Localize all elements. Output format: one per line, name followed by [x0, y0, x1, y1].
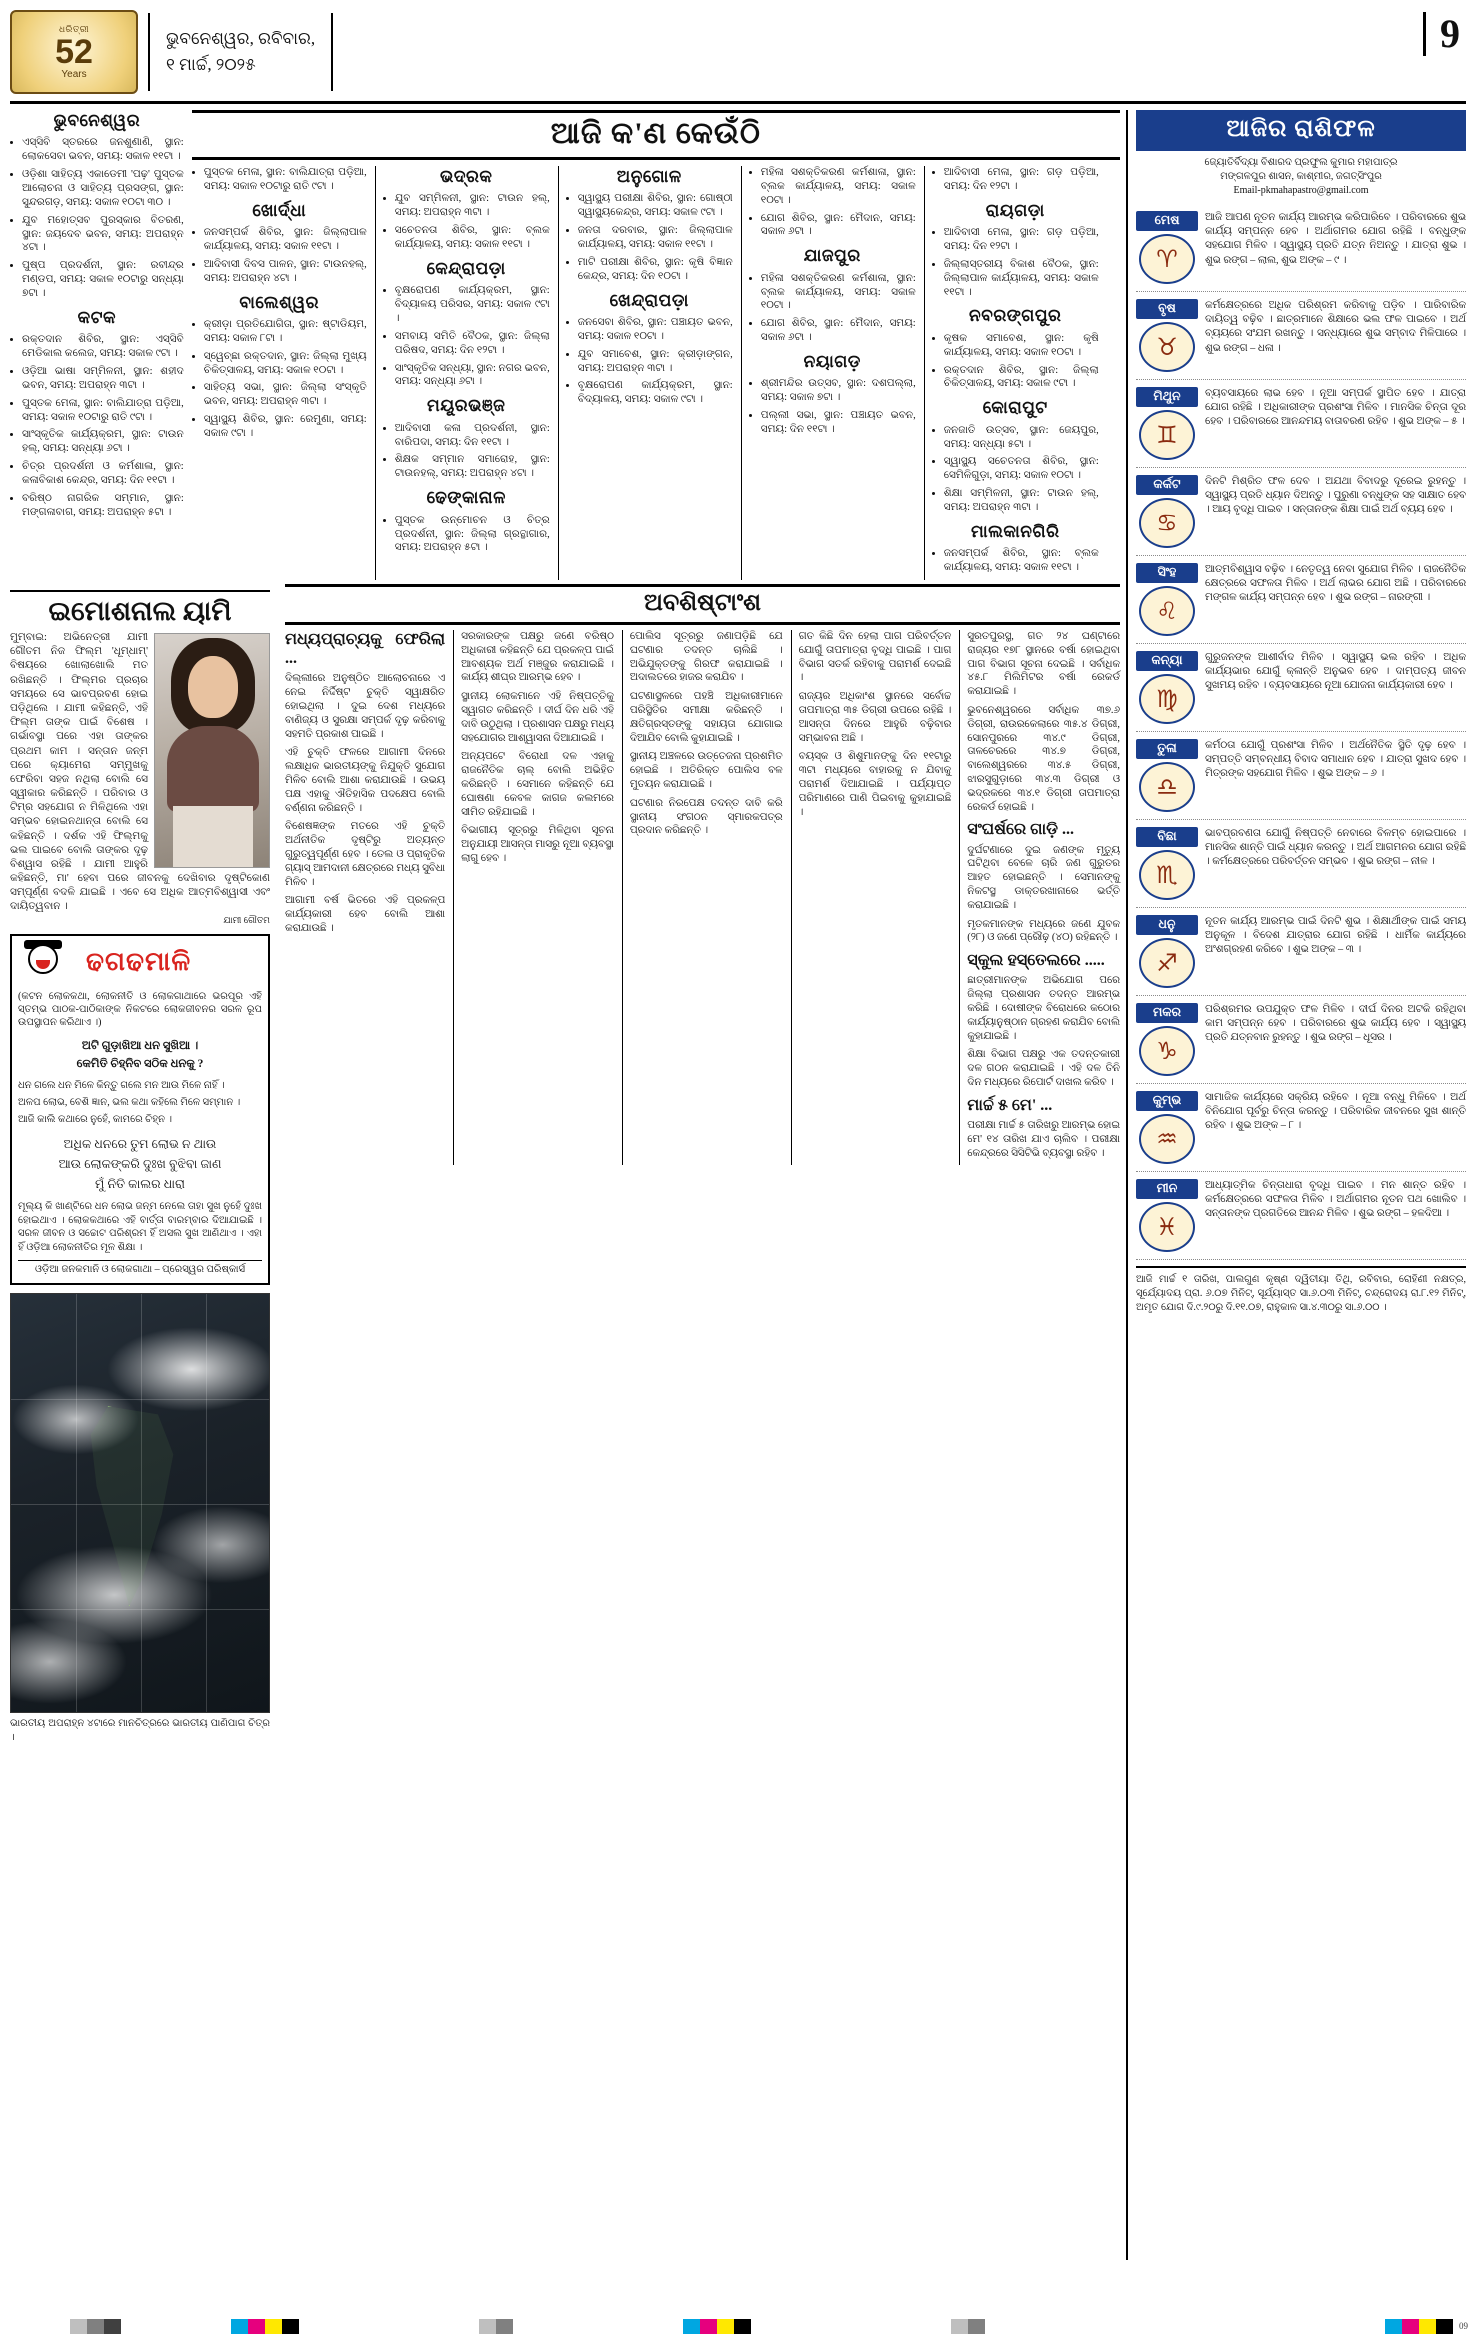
event-item: • ଜନସମ୍ପର୍କ ଶିବିର, ସ୍ଥାନ: ଜିଲ୍ଲାପାଳ କାର୍ଯ୍ୟାଳୟ, ସମୟ: ସକାଳ ୧୧ଟା ।: [204, 226, 367, 254]
feature-title: ଇମୋଶନାଲ ୟାମି: [48, 596, 232, 627]
news-paragraph: ଦିଲ୍ଲୀରେ ଅନୁଷ୍ଠିତ ଆଲୋଚନାରେ ଏ ନେଇ ନିର୍ଦ୍ଦିଷ୍ଟ ଚୁକ୍ତି ସ୍ୱାକ୍ଷରିତ ହୋଇଥିଲା । ଦୁଇ ଦେଶ ମଧ୍ୟରେ ବାଣିଜ୍ୟ ଓ ସୁରକ୍ଷା ସମ୍ପର୍କ ଦୃଢ଼ କରିବାକୁ ସହମତି ପ୍ରକାଶ ପାଇଛି ।: [285, 673, 446, 740]
event-item: • ସ୍ୱାସ୍ଥ୍ୟ ପରୀକ୍ଷା ଶିବିର, ସ୍ଥାନ: ଗୋଷ୍ଠୀ ସ୍ୱାସ୍ଥ୍ୟକେନ୍ଦ୍ର, ସମୟ: ସକାଳ ୯ଟା ।: [578, 192, 733, 220]
horoscope-row: [1136, 556, 1466, 644]
scorpio-icon: ♏: [1139, 850, 1195, 900]
print-registration-bar: [0, 2313, 1476, 2339]
news-heading: ମଧ୍ୟପ୍ରାଚ୍ୟକୁ ଫେରିଲା ...: [285, 631, 446, 668]
event-item: • ସାହିତ୍ୟ ସଭା, ସ୍ଥାନ: ଜିଲ୍ଲା ସଂସ୍କୃତି ଭବନ, ସମୟ: ଅପରାହ୍ନ ୩ଟା ।: [204, 381, 367, 409]
city-events-list: [932, 332, 1099, 391]
event-item: • କୃଷକ ସମାବେଶ, ସ୍ଥାନ: କୃଷି କାର୍ଯ୍ୟାଳୟ, ସମୟ: ସକାଳ ୧୦ଟା ।: [944, 332, 1099, 360]
news-heading: ମାର୍ଚ୍ଚ ୫ ମେ' ...: [967, 1096, 1053, 1114]
astrologer-name: ଜ୍ୟୋତିର୍ବିଦ୍ୟା ବିଶାରଦ ପ୍ରଫୁଲ କୁମାର ମହାପାତ୍ର: [1204, 157, 1398, 168]
cartoon-question-block: [18, 1037, 262, 1074]
city-events-list: [383, 514, 550, 556]
cartoon-column: [10, 934, 270, 1286]
event-item: • ଆଦିବାସୀ ଦିବସ ପାଳନ, ସ୍ଥାନ: ଟାଉନହଲ୍‌, ସମୟ: ଅପରାହ୍ନ ୪ଟା ।: [204, 258, 367, 286]
city-events-list: [932, 226, 1099, 299]
news-column-5: [959, 630, 1120, 1165]
color-swatch: [1419, 2319, 1436, 2334]
horoscope-row: [1136, 292, 1466, 380]
event-item: • ରକ୍ତଦାନ ଶିବିର, ସ୍ଥାନ: ଜିଲ୍ଲା ଚିକିତ୍ସାଳୟ, ସମୟ: ସକାଳ ୯ଟା ।: [944, 364, 1099, 392]
news-paragraph: ରାଜ୍ୟର ଅଧିକାଂଶ ସ୍ଥାନରେ ସର୍ବୋଚ୍ଚ ତାପମାତ୍ରା ୩୫ ଡିଗ୍ରୀ ଉପରେ ରହିଛି । ଆସନ୍ତା ଦିନରେ ଆହୁରି ବଢ଼ିବାର ସମ୍ଭାବନା ଅଛି ।: [798, 691, 952, 744]
satellite-caption: ଭାରତୀୟ ଅପରାହ୍ନ ୪ଟାରେ ମାନଚିତ୍ରରେ ଭାରତୀୟ ପାଣିପାଗ ଚିତ୍ର ।: [10, 1718, 270, 1743]
event-item: • ଓଡ଼ିଆ ଭାଷା ସମ୍ମିଳନୀ, ସ୍ଥାନ: ଶହୀଦ ଭବନ, ସମୟ: ଅପରାହ୍ନ ୩ଟା ।: [22, 365, 184, 393]
event-item: • ସାଂସ୍କୃତିକ ସନ୍ଧ୍ୟା, ସ୍ଥାନ: ନଗର ଭବନ, ସମୟ: ସନ୍ଧ୍ୟା ୬ଟା ।: [395, 362, 550, 390]
city-heading: କଟକ: [77, 307, 117, 327]
horoscope-row: [1136, 468, 1466, 556]
zodiac-name: ବୃଷ: [1136, 299, 1198, 319]
color-swatch: [104, 2319, 121, 2334]
cartoon-head-shape: [28, 944, 58, 974]
horoscope-row: [1136, 1084, 1466, 1172]
zodiac-badge: [1136, 387, 1198, 460]
event-item: • ମହିଳା ସଶକ୍ତିକରଣ କର୍ମଶାଳା, ସ୍ଥାନ: ବ୍ଲକ କାର୍ଯ୍ୟାଳୟ, ସମୟ: ସକାଳ ୧୦ଟା ।: [761, 272, 916, 314]
news-paragraph: ବିଭାଗୀୟ ସୂତ୍ରରୁ ମିଳିଥିବା ସୂଚନା ଅନୁଯାୟୀ ଆସନ୍ତା ମାସରୁ ନୂଆ ବ୍ୟବସ୍ଥା ଲାଗୁ ହେବ ।: [461, 825, 614, 865]
horoscope-row: [1136, 996, 1466, 1084]
zodiac-name: ସିଂହ: [1136, 563, 1198, 583]
color-swatch: [951, 2319, 968, 2334]
section-banner-title: ଆଜି କ'ଣ କେଉଁଠି: [192, 110, 1120, 160]
swatch-group: [951, 2319, 985, 2334]
color-swatch: [700, 2319, 717, 2334]
news-paragraph: ଆଗାମୀ ବର୍ଷ ଭିତରେ ଏହି ପ୍ରକଳ୍ପ କାର୍ଯ୍ୟକାରୀ ହେବ ବୋଲି ଆଶା କରାଯାଉଛି ।: [285, 895, 446, 934]
event-item: • ଆଦିବାସୀ କଳା ପ୍ରଦର୍ଶନୀ, ସ୍ଥାନ: ବାରିପଦା, ସମୟ: ଦିନ ୧୧ଟା ।: [395, 422, 550, 450]
news-paragraph: ଦୁର୍ଘଟଣାରେ ଦୁଇ ଜଣଙ୍କ ମୃତ୍ୟୁ ଘଟିଥିବା ବେଳେ ଚାରି ଜଣ ଗୁରୁତର ଆହତ ହୋଇଛନ୍ତି । ସେମାନଙ୍କୁ ନିକଟସ୍ଥ ଡାକ୍ତରଖାନାରେ ଭର୍ତ୍ତି କରାଯାଇଛି ।: [967, 844, 1120, 911]
zodiac-prediction: ଆଧ୍ୟାତ୍ମିକ ଚିନ୍ତାଧାରା ବୃଦ୍ଧି ପାଇବ । ମନ ଶାନ୍ତ ରହିବ । କର୍ମକ୍ଷେତ୍ରରେ ସଫଳତା ମିଳିବ । ଅର୍ଥାଗମର ନୂତନ ପଥ ଖୋଲିବ । ସନ୍ତାନଙ୍କ ପ୍ରଗତିରେ ଆନନ୍ଦ ମିଳିବ । ଶୁଭ ରଙ୍ଗ – ହଳଦିଆ ।: [1205, 1180, 1466, 1220]
zodiac-name: କର୍କଟ: [1136, 475, 1198, 495]
zodiac-prediction: ଭାବପ୍ରବଣତା ଯୋଗୁଁ ନିଷ୍ପତ୍ତି ନେବାରେ ବିଳମ୍ବ ହୋଇପାରେ । ମାନସିକ ଶାନ୍ତି ପାଇଁ ଧ୍ୟାନ କରନ୍ତୁ । ଅର୍ଥ ଆଗମନର ଯୋଗ ରହିଛି । କର୍ମକ୍ଷେତ୍ରରେ ପରିବର୍ତ୍ତନ ସମ୍ଭବ । ଶୁଭ ରଙ୍ଗ – ନୀଳ ।: [1205, 828, 1466, 868]
zodiac-prediction: ସାମାଜିକ କାର୍ଯ୍ୟରେ ସକ୍ରିୟ ରହିବେ । ନୂଆ ବନ୍ଧୁ ମିଳିବେ । ଅର୍ଥ ବିନିଯୋଗ ପୂର୍ବରୁ ଚିନ୍ତା କରନ୍ତୁ । ପରିବାରିକ ଜୀବନରେ ସୁଖ ଶାନ୍ତି ରହିବ । ଶୁଭ ଅଙ୍କ – ୮ ।: [1205, 1092, 1466, 1132]
event-item: • ଶିକ୍ଷା ସମ୍ମିଳନୀ, ସ୍ଥାନ: ଟାଉନ ହଲ୍‌, ସମୟ: ଅପରାହ୍ନ ୩ଟା ।: [944, 487, 1099, 515]
zodiac-prediction: କର୍ମକ୍ଷେତ୍ରରେ ଅଧିକ ପରିଶ୍ରମ କରିବାକୁ ପଡ଼ିବ । ପାରିବାରିକ ଦାୟିତ୍ୱ ବଢ଼ିବ । ଛାତ୍ରମାନେ ଶିକ୍ଷାରେ ଭଲ ଫଳ ପାଇବେ । ଅର୍ଥ ବ୍ୟୟରେ ସଂଯମ ରଖନ୍ତୁ । ସନ୍ଧ୍ୟାରେ ଶୁଭ ସମ୍ବାଦ ମିଳିପାରେ । ଶୁଭ ରଙ୍ଗ – ଧଳା ।: [1205, 300, 1466, 354]
zodiac-prediction: ଆତ୍ମବିଶ୍ୱାସ ବଢ଼ିବ । ନେତୃତ୍ୱ ନେବା ସୁଯୋଗ ମିଳିବ । ରାଜନୈତିକ କ୍ଷେତ୍ରରେ ସଫଳତା ମିଳିବ । ଅର୍ଥ ଲାଭର ଯୋଗ ଅଛି । ପରିବାରରେ ମଙ୍ଗଳ କାର୍ଯ୍ୟ ସମ୍ପନ୍ନ ହେବ । ଶୁଭ ରଙ୍ଗ – ନାରଙ୍ଗୀ ।: [1205, 564, 1466, 604]
event-item: • ଯୋଗ ଶିବିର, ସ୍ଥାନ: ମୈଦାନ, ସମୟ: ସକାଳ ୬ଟା ।: [761, 317, 916, 345]
feature-article: [10, 590, 270, 925]
logo-top-text: ଧରିତ୍ରୀ: [58, 23, 90, 34]
grid-line: [11, 1609, 269, 1610]
city-events-list: [749, 166, 916, 239]
city-heading: ଭୁବନେଶ୍ୱର: [53, 111, 141, 130]
zodiac-prediction: ଦିନଟି ମିଶ୍ରିତ ଫଳ ଦେବ । ଅଯଥା ବିବାଦରୁ ଦୂରେଇ ରୁହନ୍ତୁ । ସ୍ୱାସ୍ଥ୍ୟ ପ୍ରତି ଧ୍ୟାନ ଦିଅନ୍ତୁ । ପୁରୁଣା ବନ୍ଧୁଙ୍କ ସହ ସାକ୍ଷାତ ହେବ । ଆୟ ବୃଦ୍ଧି ପାଇବ । ସନ୍ତାନଙ୍କ ଶିକ୍ଷା ପାଇଁ ଅର୍ଥ ବ୍ୟୟ ହେବ ।: [1205, 476, 1466, 516]
poem-line: ମୁଁ ନିତି କାଲର ଧାରା: [95, 1177, 185, 1192]
city-events-list: [10, 333, 184, 519]
city-heading: ନୟାଗଡ଼: [803, 352, 861, 372]
taurus-icon: ♉: [1139, 322, 1195, 372]
zodiac-badge: [1136, 827, 1198, 900]
cancer-icon: ♋: [1139, 498, 1195, 548]
color-swatch: [968, 2319, 985, 2334]
city-events-list: [932, 166, 1099, 194]
city-heading: ଅନୁଗୋଳ: [616, 167, 682, 186]
event-item: • ଓଡ଼ିଶା ସାହିତ୍ୟ ଏକାଡେମୀ 'ପଢ଼' ପୁସ୍ତକ ଆଲୋଚନା ଓ ସାହିତ୍ୟ ପ୍ରସଙ୍ଗ, ସ୍ଥାନ: ସୁନ୍ଦରଗଡ଼, ସମୟ: ସକାଳ ୧୦ଟା ୩୦ ।: [22, 168, 184, 210]
news-paragraph: ସ୍ଥାନୀୟ ଲୋକମାନେ ଏହି ନିଷ୍ପତ୍ତିକୁ ସ୍ୱାଗତ କରିଛନ୍ତି । ଦୀର୍ଘ ଦିନ ଧରି ଏହି ଦାବି ଉଠୁଥିଲା । ପ୍ରଶାସନ ପକ୍ଷରୁ ମଧ୍ୟ ସହଯୋଗର ଆଶ୍ୱାସନା ଦିଆଯାଇଛି ।: [461, 691, 614, 744]
color-swatch: [282, 2319, 299, 2334]
news-heading: ସ୍କୁଲ ହସ୍ତେଲରେ .....: [967, 952, 1105, 970]
astrologer-email[interactable]: Email-pkmahapastro@gmail.com: [1233, 185, 1369, 196]
event-item: • ବୃକ୍ଷରୋପଣ କାର୍ଯ୍ୟକ୍ରମ, ସ୍ଥାନ: ବିଦ୍ୟାଳୟ, ସମୟ: ସକାଳ ୯ଟା ।: [578, 379, 733, 407]
event-item: • ପୁସ୍ତକ ମେଳା, ସ୍ଥାନ: ବାଲିଯାତ୍ରା ପଡ଼ିଆ, ସମୟ: ସକାଳ ୧୦ଟାରୁ ରାତି ୯ଟା ।: [22, 397, 184, 425]
aji-kan-keunthi-section: [192, 110, 1120, 580]
listings-column-1: [10, 110, 184, 580]
news-paragraph: ବିଶେଷଜ୍ଞଙ୍କ ମତରେ ଏହି ଚୁକ୍ତି ଅର୍ଥନୀତିକ ଦୃଷ୍ଟିରୁ ଅତ୍ୟନ୍ତ ଗୁରୁତ୍ୱପୂର୍ଣ୍ଣ ହେବ । ତେଲ ଓ ପ୍ରାକୃତିକ ଗ୍ୟାସ୍‌ ଆମଦାନୀ କ୍ଷେତ୍ରରେ ମଧ୍ୟ ସୁବିଧା ମିଳିବ ।: [285, 821, 446, 888]
zodiac-name: କନ୍ୟା: [1136, 651, 1198, 671]
zodiac-badge: [1136, 1003, 1198, 1076]
event-item: • ଆଦିବାସୀ ମେଳା, ସ୍ଥାନ: ଗଡ଼ ପଡ଼ିଆ, ସମୟ: ଦିନ ୧୨ଟା ।: [944, 166, 1099, 194]
event-item: • ବୃକ୍ଷରୋପଣ କାର୍ଯ୍ୟକ୍ରମ, ସ୍ଥାନ: ବିଦ୍ୟାଳୟ ପରିସର, ସମୟ: ସକାଳ ୯ଟା ।: [395, 284, 550, 326]
listings-columns: [192, 166, 1120, 580]
virgo-icon: ♍: [1139, 674, 1195, 724]
zodiac-prediction: ନୂତନ କାର୍ଯ୍ୟ ଆରମ୍ଭ ପାଇଁ ଦିନଟି ଶୁଭ । ଶିକ୍ଷାର୍ଥୀଙ୍କ ପାଇଁ ସମୟ ଅନୁକୂଳ । ବିଦେଶ ଯାତ୍ରାର ଯୋଗ ରହିଛି । ଧାର୍ମିକ କାର୍ଯ୍ୟରେ ଅଂଶଗ୍ରହଣ କରିବେ । ଶୁଭ ଅଙ୍କ – ୩ ।: [1205, 916, 1466, 956]
footer-page-mark: 09: [1459, 2321, 1468, 2331]
page-body: [10, 110, 1466, 2260]
event-item: • ପୁସ୍ତକ ଉନ୍ମୋଚନ ଓ ଚିତ୍ର ପ୍ରଦର୍ଶନୀ, ସ୍ଥାନ: ଜିଲ୍ଲା ଗ୍ରନ୍ଥାଗାର, ସମୟ: ଅପରାହ୍ନ ୫ଟା ।: [395, 514, 550, 556]
satellite-figure: [10, 1293, 270, 1744]
event-item: • ବରିଷ୍ଠ ନାଗରିକ ସମ୍ମାନ, ସ୍ଥାନ: ମଙ୍ଗଳାବାଗ, ସମୟ: ଅପରାହ୍ନ ୫ଟା ।: [22, 492, 184, 520]
cartoon-credit: ଓଡ଼ିଆ ଜନକମାନି ଓ ଲୋକଗାଥା – ପ୍ରେସ୍ୱର ପରିଷ୍କାର୍ସ: [18, 1260, 262, 1275]
remaining-news-section: [285, 584, 1120, 1744]
cartoon-poem: [18, 1134, 262, 1194]
event-item: • ଯୁବ ମହୋତ୍ସବ ପୁରସ୍କାର ବିତରଣ, ସ୍ଥାନ: ଜୟଦେବ ଭବନ, ସମୟ: ଅପରାହ୍ନ ୪ଟା ।: [22, 214, 184, 256]
swatch-group: [70, 2319, 121, 2334]
dateline-place: ଭୁବନେଶ୍ୱର, ରବିବାର,: [166, 29, 316, 48]
city-heading: ନବରଙ୍ଗପୁର: [969, 306, 1062, 326]
zodiac-badge: [1136, 299, 1198, 372]
zodiac-badge: [1136, 739, 1198, 812]
horoscope-section: [1126, 110, 1466, 2260]
news-paragraph: ଏହି ଚୁକ୍ତି ଫଳରେ ଆଗାମୀ ଦିନରେ ଲକ୍ଷାଧିକ ଭାରତୀୟଙ୍କୁ ନିଯୁକ୍ତି ସୁଯୋଗ ମିଳିବ ବୋଲି ଆଶା କରାଯାଉଛି । ଉଭୟ ପକ୍ଷ ଏହାକୁ ଐତିହାସିକ ପଦକ୍ଷେପ ବୋଲି ବର୍ଣ୍ଣନା କରିଛନ୍ତି ।: [285, 747, 446, 814]
news-paragraph: ଭୁବନେଶ୍ୱରରେ ସର୍ବାଧିକ ୩୭.୬ ଡିଗ୍ରୀ, ରାଉରକେଲାରେ ୩୫.୪ ଡିଗ୍ରୀ, ସୋନପୁରରେ ୩୪.୯ ଡିଗ୍ରୀ, ତାଳଚେରରେ ୩୪.୭ ଡିଗ୍ରୀ, ବାଲେଶ୍ୱରରେ ୩୪.୫ ଡିଗ୍ରୀ, ଝାରସୁଗୁଡ଼ାରେ ୩୪.୩ ଡିଗ୍ରୀ ଓ ଭଦ୍ରକରେ ୩୪.୧ ଡିଗ୍ରୀ ତାପମାତ୍ରା ରେକର୍ଡ ହୋଇଛି ।: [967, 705, 1120, 813]
event-item: • ପୁସ୍ତକ ମେଳା, ସ୍ଥାନ: ବାଲିଯାତ୍ରା ପଡ଼ିଆ, ସମୟ: ସକାଳ ୧୦ଟାରୁ ରାତି ୯ଟା ।: [204, 166, 367, 194]
news-heading: ସଂଘର୍ଷରେ ଗାଡ଼ି ...: [967, 821, 1074, 839]
news-column-1: [285, 630, 445, 1165]
masthead: [10, 8, 1466, 104]
color-swatch: [1385, 2319, 1402, 2334]
city-heading: ମାଲକାନଗିରି: [970, 521, 1060, 541]
satellite-image: [10, 1293, 270, 1713]
zodiac-prediction: କର୍ମଠତା ଯୋଗୁଁ ପ୍ରଶଂସା ମିଳିବ । ଅର୍ଥନୈତିକ ସ୍ଥିତି ଦୃଢ଼ ହେବ । ସମ୍ପତ୍ତି ସମ୍ବନ୍ଧୀୟ ବିବାଦ ସମାଧାନ ହେବ । ଯାତ୍ରା ସୁଖଦ ହେବ । ମିତ୍ରଙ୍କ ସହଯୋଗ ମିଳିବ । ଶୁଭ ଅଙ୍କ – ୬ ।: [1205, 740, 1466, 780]
photo-caption: ଯାମୀ ଗୌତମ: [223, 914, 270, 925]
color-swatch: [496, 2319, 513, 2334]
horoscope-row: [1136, 644, 1466, 732]
horoscope-row: [1136, 380, 1466, 468]
celebrity-photo: [154, 633, 270, 868]
zodiac-prediction: ଆଜି ଆପଣ ନୂତନ କାର୍ଯ୍ୟ ଆରମ୍ଭ କରିପାରିବେ । ପରିବାରରେ ଶୁଭ କାର୍ଯ୍ୟ ସମ୍ପନ୍ନ ହେବ । ଅର୍ଥାଗମର ଯୋଗ ରହିଛି । ବନ୍ଧୁଙ୍କ ସହଯୋଗ ମିଳିବ । ସ୍ୱାସ୍ଥ୍ୟ ପ୍ରତି ଯତ୍ନ ନିଅନ୍ତୁ । ଯାତ୍ରା ଶୁଭ । ଶୁଭ ରଙ୍ଗ – ଲାଲ, ଶୁଭ ଅଙ୍କ – ୯ ।: [1205, 212, 1466, 266]
event-item: • ଆଦିବାସୀ ମେଳା, ସ୍ଥାନ: ଗଡ଼ ପଡ଼ିଆ, ସମୟ: ଦିନ ୧୨ଟା ।: [944, 226, 1099, 254]
news-paragraph: ଶିକ୍ଷା ବିଭାଗ ପକ୍ଷରୁ ଏକ ତଦନ୍ତକାରୀ ଦଳ ଗଠନ କରାଯାଇଛି । ଏହି ଦଳ ତିନି ଦିନ ମଧ୍ୟରେ ରିପୋର୍ଟ ଦାଖଲ କରିବ ।: [967, 1049, 1120, 1088]
astrologer-address: ମଙ୍ଗଳପୁର ଶାସନ, କାଶ୍ମୀର, ଜଗତ୍‌ସିଂପୁର: [1220, 171, 1382, 182]
india-outline: [85, 1406, 181, 1606]
city-heading: ମୟୂରଭଞ୍ଜ: [427, 396, 506, 416]
city-events-list: [749, 272, 916, 345]
event-item: • କ୍ରୀଡ଼ା ପ୍ରତିଯୋଗିତା, ସ୍ଥାନ: ଷ୍ଟାଡିୟମ, ସମୟ: ସକାଳ ୮ଟା ।: [204, 318, 367, 346]
news-paragraph: ପୋଲିସ ସୂତ୍ରରୁ ଜଣାପଡ଼ିଛି ଯେ ଘଟଣାର ତଦନ୍ତ ଚାଲିଛି । ଅଭିଯୁକ୍ତଙ୍କୁ ଗିରଫ କରାଯାଇଛି । ଅଦାଲତରେ ହାଜର କରାଯିବ ।: [629, 631, 783, 684]
zodiac-name: ଧନୁ: [1136, 915, 1198, 935]
sagittarius-icon: ♐: [1139, 938, 1195, 988]
logo-years-label: Years: [61, 68, 87, 80]
event-item: • ପୁଷ୍ପ ପ୍ରଦର୍ଶନୀ, ସ୍ଥାନ: ରବୀନ୍ଦ୍ର ମଣ୍ଡପ, ସମୟ: ସକାଳ ୧୦ଟାରୁ ସନ୍ଧ୍ୟା ୭ଟା ।: [22, 259, 184, 301]
feature-sidebar: [10, 584, 275, 1744]
city-heading: ଯାଜପୁର: [803, 246, 861, 266]
cartoon-question-2: କେମିତି ଚିହ୍ନିବ ସଠିକ ଧନକୁ ?: [76, 1057, 204, 1070]
color-swatch: [717, 2319, 734, 2334]
news-paragraph: ଛାତ୍ରୀମାନଙ୍କ ଅଭିଯୋଗ ପରେ ଜିଲ୍ଲା ପ୍ରଶାସନ ତଦନ୍ତ ଆରମ୍ଭ କରିଛି । ଦୋଷୀଙ୍କ ବିରୋଧରେ କଠୋର କାର୍ଯ୍ୟାନୁଷ୍ଠାନ ଗ୍ରହଣ କରାଯିବ ବୋଲି କୁହାଯାଇଛି ।: [967, 975, 1120, 1042]
color-swatch: [87, 2319, 104, 2334]
zodiac-prediction: ଗୁରୁଜନଙ୍କ ଆଶୀର୍ବାଦ ମିଳିବ । ସ୍ୱାସ୍ଥ୍ୟ ଭଲ ରହିବ । ଅଧିକ କାର୍ଯ୍ୟଭାର ଯୋଗୁଁ କ୍ଳାନ୍ତି ଅନୁଭବ ହେବ । ଦାମ୍ପତ୍ୟ ଜୀବନ ସୁଖମୟ ରହିବ । ବ୍ୟବସାୟରେ ନୂଆ ଯୋଜନା କାର୍ଯ୍ୟକାରୀ ହେବ ।: [1205, 652, 1466, 692]
aquarius-icon: ♒: [1139, 1114, 1195, 1164]
city-events-list: [383, 284, 550, 389]
event-item: • ଜିଲ୍ଲାସ୍ତରୀୟ ବିକାଶ ବୈଠକ, ସ୍ଥାନ: ଜିଲ୍ଲାପାଳ କାର୍ଯ୍ୟାଳୟ, ସମୟ: ସକାଳ ୧୧ଟା ।: [944, 258, 1099, 300]
city-heading: ରାୟଗଡ଼ା: [985, 200, 1045, 220]
event-item: • ଜନତା ଦରବାର, ସ୍ଥାନ: ଜିଲ୍ଲାପାଳ କାର୍ଯ୍ୟାଳୟ, ସମୟ: ସକାଳ ୧୧ଟା ।: [578, 224, 733, 252]
news-paragraph: ଘଟଣାସ୍ଥଳରେ ପହଞ୍ଚି ଅଧିକାରୀମାନେ ପରିସ୍ଥିତିର ସମୀକ୍ଷା କରିଛନ୍ତି । କ୍ଷତିଗ୍ରସ୍ତଙ୍କୁ ସହାୟତା ଯୋଗାଇ ଦିଆଯିବ ବୋଲି କୁହାଯାଇଛି ।: [629, 691, 783, 744]
horoscope-row: [1136, 204, 1466, 292]
city-events-list: [932, 424, 1099, 515]
dateline-date: ୧ ମାର୍ଚ୍ଚ, ୨୦୨୫: [166, 54, 256, 74]
swatch-group: [479, 2319, 513, 2334]
news-paragraph: ପରୀକ୍ଷା ମାର୍ଚ୍ଚ ୫ ତାରିଖରୁ ଆରମ୍ଭ ହୋଇ ମେ' ୧୪ ତାରିଖ ଯାଏ ଚାଲିବ । ପରୀକ୍ଷା କେନ୍ଦ୍ରରେ ସିସିଟିଭି ବ୍ୟବସ୍ଥା ରହିବ ।: [967, 1119, 1120, 1159]
event-item: • ସ୍ୱାସ୍ଥ୍ୟ ସଚେତନତା ଶିବିର, ସ୍ଥାନ: ସେମିଳିଗୁଡ଼ା, ସମୟ: ସକାଳ ୧୦ଟା ।: [944, 455, 1099, 483]
gemini-icon: ♊: [1139, 410, 1195, 460]
city-heading: କେନ୍ଦ୍ରାପଡ଼ା: [426, 258, 506, 278]
cartoon-header: [18, 940, 262, 986]
zodiac-name: କୁମ୍ଭ: [1136, 1091, 1198, 1111]
listings-column-5: [741, 166, 916, 580]
color-swatch: [683, 2319, 700, 2334]
news-paragraph: ସ୍ଥାନୀୟ ଅଞ୍ଚଳରେ ଉତ୍ତେଜନା ପ୍ରଶମିତ ହୋଇଛି । ଅତିରିକ୍ତ ପୋଲିସ ବଳ ମୁତୟନ କରାଯାଇଛି ।: [629, 751, 783, 791]
zodiac-name: ମୀନ: [1136, 1179, 1198, 1199]
zodiac-badge: [1136, 651, 1198, 724]
news-paragraph: ସୁରତପୁରସ୍ଥ, ଗତ ୨୪ ଘଣ୍ଟାରେ ରାଜ୍ୟର ୧୭୮ ସ୍ଥାନରେ ବର୍ଷା ହୋଇଥିବା ପାଗ ବିଭାଗ ସୂଚନା ଦେଇଛି । ସର୍ବାଧିକ ୪୫.୮ ମିଲିମିଟର ବର୍ଷା ରେକର୍ଡ କରାଯାଇଛି ।: [967, 631, 1120, 698]
swatch-group: [1385, 2319, 1453, 2334]
photo-body: [167, 726, 259, 812]
poem-line: ଆଉ ଲୋକଙ୍କରି ଦୁଃଖ ବୁଝିବା ଜାଣ: [58, 1157, 222, 1172]
event-item: • ଶ୍ରୀମନ୍ଦିର ଉତ୍ସବ, ସ୍ଥାନ: ଦଶପଲ୍ଲା, ସମୟ: ସକାଳ ୭ଟା ।: [761, 377, 916, 405]
event-item: • ଜନସେବା ଶିବିର, ସ୍ଥାନ: ପଞ୍ଚାୟତ ଭବନ, ସମୟ: ସକାଳ ୧୦ଟା ।: [578, 316, 733, 344]
horoscope-byline: [1136, 151, 1466, 204]
cartoon-footer-text: ମୂଲ୍ୟ କି ଖାଣ୍ଟିରେ ଧନ ଲୋଭ ଜନ୍ମ ନେଲେ ତାହା ସୁଖ ନୁହେଁ ଦୁଃଖ ହୋଇଥାଏ । ଲୋକକଥାରେ ଏହି ବାର୍ତ୍ତା ବାରମ୍ବାର ଦିଆଯାଇଛି । ସରଳ ଜୀବନ ଓ ସଚ୍ଚୋଟ ପରିଶ୍ରମ ହିଁ ଅସଲ ସୁଖ ଆଣିଥାଏ । ଏହା ହିଁ ଓଡ଼ିଆ ଲୋକନୀତିର ମୂଳ ଶିକ୍ଷା ।: [18, 1201, 262, 1253]
color-swatch: [265, 2319, 282, 2334]
city-heading: ଖେନ୍ଦ୍ରାପଡ଼ା: [609, 290, 689, 310]
horoscope-row: [1136, 908, 1466, 996]
event-item: • ସ୍ୱେଚ୍ଛା ରକ୍ତଦାନ, ସ୍ଥାନ: ଜିଲ୍ଲା ମୁଖ୍ୟ ଚିକିତ୍ସାଳୟ, ସମୟ: ସକାଳ ୧୦ଟା ।: [204, 350, 367, 378]
news-paragraph: ଅନ୍ୟପଟେ ବିରୋଧୀ ଦଳ ଏହାକୁ ରାଜନୈତିକ ଚାଲ୍‌ ବୋଲି ଅଭିହିତ କରିଛନ୍ତି । ସେମାନେ କହିଛନ୍ତି ଯେ ଘୋଷଣା କେବଳ କାଗଜ କଲମରେ ସୀମିତ ରହିଯାଇଛି ।: [461, 751, 614, 818]
news-paragraph: ସରକାରଙ୍କ ପକ୍ଷରୁ ଜଣେ ବରିଷ୍ଠ ଅଧିକାରୀ କହିଛନ୍ତି ଯେ ପ୍ରକଳ୍ପ ପାଇଁ ଆବଶ୍ୟକ ଅର୍ଥ ମଞ୍ଜୁର କରାଯାଇଛି । କାର୍ଯ୍ୟ ଶୀଘ୍ର ଆରମ୍ଭ ହେବ ।: [461, 631, 614, 684]
city-events-list: [192, 318, 367, 441]
city-events-list: [749, 377, 916, 436]
cartoon-intro: (କଟନ ଲୋକକଥା, ଲୋକନୀତି ଓ ଲୋକଗାଥାରେ ଭରପୂର ଏହି ସ୍ତମ୍ଭ ପାଠକ-ପାଠିକାଙ୍କ ନିକଟରେ ଲୋକଜୀବନର ସରଳ ରୂପ ଉପସ୍ଥାପନ କରିଥାଏ ।): [18, 990, 262, 1028]
horoscope-title: ଆଜିର ରାଶିଫଳ: [1136, 110, 1466, 151]
zodiac-badge: [1136, 1091, 1198, 1164]
listings-column-3: [375, 166, 550, 580]
news-column-4: [791, 630, 952, 1165]
news-paragraph: ମୃତକମାନଙ୍କ ମଧ୍ୟରେ ଜଣେ ଯୁବକ (୨୮) ଓ ଜଣେ ପ୍ରୌଢ଼ (୪୦) ରହିଛନ୍ତି ।: [967, 918, 1120, 944]
pisces-icon: ♓: [1139, 1202, 1195, 1252]
zodiac-name: ତୁଳା: [1136, 739, 1198, 759]
horoscope-row: [1136, 732, 1466, 820]
city-events-list: [192, 226, 367, 285]
event-item: • ଯୁବ ସମ୍ମିଳନୀ, ସ୍ଥାନ: ଟାଉନ ହଲ୍‌, ସମୟ: ଅପରାହ୍ନ ୩ଟା ।: [395, 192, 550, 220]
zodiac-badge: [1136, 211, 1198, 284]
logo-anniversary-number: 52: [55, 32, 93, 71]
lower-section: [10, 584, 1120, 1744]
swatch-group: [231, 2319, 299, 2334]
zodiac-prediction: ପରିଶ୍ରମର ଉପଯୁକ୍ତ ଫଳ ମିଳିବ । ଦୀର୍ଘ ଦିନର ଅଟକି ରହିଥିବା କାମ ସମ୍ପନ୍ନ ହେବ । ପରିବାରରେ ଶୁଭ କାର୍ଯ୍ୟ ହେବ । ସ୍ୱାସ୍ଥ୍ୟ ପ୍ରତି ଯତ୍ନବାନ ରୁହନ୍ତୁ । ଶୁଭ ରଙ୍ଗ – ଧୂସର ।: [1205, 1004, 1466, 1044]
cartoon-line-3: ଆଜି କାଲି କଥାରେ ନୁହେଁ, କାମରେ ଚିହ୍ନ ।: [18, 1114, 172, 1126]
panchang-footer: ଆଜି ମାର୍ଚ୍ଚ ୧ ତାରିଖ, ପାଲଗୁଣ କୃଷ୍ଣ ଦ୍ୱିତୀୟା ତିଥି, ରବିବାର, ରୋହିଣୀ ନକ୍ଷତ୍ର, ସୂର୍ଯ୍ୟୋଦୟ ପ୍ରା. ୬.୦୭ ମିନିଟ୍‌, ସୂର୍ଯ୍ୟାସ୍ତ ସା.୬.୦୩ ମିନିଟ୍‌, ଚନ୍ଦ୍ରୋଦୟ ରା.୮.୧୨ ମିନିଟ୍‌, ଅମୃତ ଯୋଗ ଦି.୯.୨୦ରୁ ଦି.୧୧.୦୭, ରାହୁକାଳ ସା.୪.୩୦ରୁ ସା.୬.୦୦ ।: [1136, 1266, 1466, 1315]
cartoon-question: ଅଟି ଗୁଡ଼ାଖିଆ ଧନ ସୁଖିଆ ।: [81, 1039, 199, 1052]
city-heading: ଖୋର୍ଦ୍ଧା: [252, 200, 307, 220]
zodiac-badge: [1136, 563, 1198, 636]
listings-column-6: [924, 166, 1099, 580]
zodiac-name: ମେଷ: [1136, 211, 1198, 231]
city-events-list: [10, 136, 184, 300]
color-swatch: [248, 2319, 265, 2334]
city-events-list: [566, 316, 733, 407]
city-heading: ଭଦ୍ରକ: [439, 167, 493, 186]
grid-line: [76, 1294, 77, 1712]
news-paragraph: ଗତ କିଛି ଦିନ ହେଲା ପାଗ ପରିବର୍ତ୍ତନ ଯୋଗୁଁ ତାପମାତ୍ରା ବୃଦ୍ଧି ପାଇଛି । ପାଗ ବିଭାଗ ସତର୍କ ରହିବାକୁ ପରାମର୍ଶ ଦେଇଛି ।: [798, 631, 952, 684]
listings-column-2: [192, 166, 367, 580]
city-events-list: [383, 422, 550, 481]
color-swatch: [1436, 2319, 1453, 2334]
left-content-zone: [10, 110, 1120, 2260]
photo-face: [188, 656, 238, 718]
city-events-list: [932, 547, 1099, 575]
news-section-title: ଅବଶିଷ୍ଟାଂଶ: [285, 584, 1120, 625]
event-item: • ଶିକ୍ଷକ ସମ୍ମାନ ସମାରୋହ, ସ୍ଥାନ: ଟାଉନହଲ୍‌, ସମୟ: ଅପରାହ୍ନ ୪ଟା ।: [395, 453, 550, 481]
event-item: • ସମବାୟ ସମିତି ବୈଠକ, ସ୍ଥାନ: ଜିଲ୍ଲା ପରିଷଦ, ସମୟ: ଦିନ ୧୨ଟା ।: [395, 330, 550, 358]
city-heading: କୋରାପୁଟ: [982, 398, 1048, 418]
zodiac-name: ମିଥୁନ: [1136, 387, 1198, 407]
event-item: • ଯୋଗ ଶିବିର, ସ୍ଥାନ: ମୈଦାନ, ସମୟ: ସକାଳ ୬ଟା ।: [761, 212, 916, 240]
listings-column-4: [558, 166, 733, 580]
feature-body-text: ମୁମ୍ବାଇ: ଅଭିନେତ୍ରୀ ଯାମୀ ଗୌତମ ନିଜ ଫିଲ୍ମ 'ଧୂମ୍‌ଧାମ୍‌' ବିଷୟରେ ଖୋଲାଖୋଲି ମତ ରଖିଛନ୍ତି । ଫିଲ୍ମର ପ୍ରଚାର ସମୟରେ ସେ ଭାବପ୍ରବଣ ହୋଇ ପଡ଼ିଥିଲେ । ଯାମୀ କହିଛନ୍ତି, ଏହି ଫିଲ୍ମ ତାଙ୍କ ପାଇଁ ବିଶେଷ । ଗର୍ଭାବସ୍ଥା ପରେ ଏହା ତାଙ୍କର ପ୍ରଥମ କାମ । ସନ୍ତାନ ଜନ୍ମ ପରେ କ୍ୟାମେରା ସମ୍ମୁଖକୁ ଫେରିବା ସହଜ ନଥିଲା ବୋଲି ସେ ସ୍ୱୀକାର କରିଛନ୍ତି । ପରିବାର ଓ ଟିମ୍‌ର ସହଯୋଗ ନ ମିଳିଥିଲେ ଏହା ସମ୍ଭବ ହୋଇନଥାନ୍ତା ବୋଲି ସେ କହିଛନ୍ତି । ଦର୍ଶକ ଏହି ଫିଲ୍ମକୁ ଭଲ ପାଇବେ ବୋଲି ତାଙ୍କର ଦୃଢ଼ ବିଶ୍ୱାସ ରହିଛି । ଯାମୀ ଆହୁରି କହିଛନ୍ତି, ମା' ହେବା ପରେ ଜୀବନକୁ ଦେଖିବାର ଦୃଷ୍ଟିକୋଣ ସମ୍ପୂର୍ଣ୍ଣ ବଦଳି ଯାଇଛି । ଏବେ ସେ ଅଧିକ ଆତ୍ମବିଶ୍ୱାସୀ ଏବଂ ଦାୟିତ୍ୱବାନ ।: [10, 632, 270, 913]
grid-line: [11, 1399, 269, 1400]
poem-line: ଅଧିକ ଧନରେ ତୁମ ଲୋଭ ନ ଥାଉ: [63, 1137, 217, 1152]
news-columns: [285, 630, 1120, 1165]
news-column-2: [453, 630, 614, 1165]
zodiac-badge: [1136, 475, 1198, 548]
city-events-list: [383, 192, 550, 251]
photo-lower: [173, 806, 253, 868]
cartoon-line-2: ଅଳପ ଲୋଭ, ବେଶି ଜ୍ଞାନ, ଭଲ କଥା କହିଲେ ମିଳେ ସମ୍ମାନ ।: [18, 1097, 241, 1109]
zodiac-name: ମକର: [1136, 1003, 1198, 1023]
zodiac-badge: [1136, 1179, 1198, 1252]
city-events-list: [192, 166, 367, 194]
event-item: • ଜନଜାତି ଉତ୍ସବ, ସ୍ଥାନ: ଜେୟପୁର, ସମୟ: ସନ୍ଧ୍ୟା ୫ଟା ।: [944, 424, 1099, 452]
event-item: • ସ୍ୱାସ୍ଥ୍ୟ ଶିବିର, ସ୍ଥାନ: ରେମୁଣା, ସମୟ: ସକାଳ ୯ଟା ।: [204, 413, 367, 441]
news-paragraph: ଘଟଣାର ନିରପେକ୍ଷ ତଦନ୍ତ ଦାବି କରି ସ୍ଥାନୀୟ ସଂଗଠନ ସ୍ମାରକପତ୍ର ପ୍ରଦାନ କରିଛନ୍ତି ।: [629, 797, 783, 837]
event-item: • ଏସ୍‌ସିବି ସ୍ତରରେ ଜନଶୁଣାଣି, ସ୍ଥାନ: ଲୋକସେବା ଭବନ, ସମୟ: ସକାଳ ୧୧ଟା ।: [22, 136, 184, 164]
color-swatch: [1402, 2319, 1419, 2334]
city-heading: ଢେଙ୍କାନାଳ: [426, 488, 506, 508]
cartoon-face-icon: [18, 940, 80, 986]
event-item: • ମାଟି ପରୀକ୍ଷା ଶିବିର, ସ୍ଥାନ: କୃଷି ବିଜ୍ଞାନ କେନ୍ଦ୍ର, ସମୟ: ଦିନ ୧୦ଟା ।: [578, 256, 733, 284]
color-swatch: [70, 2319, 87, 2334]
libra-icon: ♎: [1139, 762, 1195, 812]
zodiac-prediction: ବ୍ୟବସାୟରେ ଲାଭ ହେବ । ନୂଆ ସମ୍ପର୍କ ସ୍ଥାପିତ ହେବ । ଯାତ୍ରା ଯୋଗ ରହିଛି । ଅଧିକାରୀଙ୍କ ପ୍ରଶଂସା ମିଳିବ । ମାନସିକ ଚିନ୍ତା ଦୂର ହେବ । ପରିବାରରେ ଆନନ୍ଦମୟ ବାତାବରଣ ରହିବ । ଶୁଭ ଅଙ୍କ – ୫ ।: [1205, 388, 1466, 428]
masthead-dateline: [148, 13, 333, 91]
leo-icon: ♌: [1139, 586, 1195, 636]
cartoon-line-1: ଧନ ଗଲେ ଧନ ମିଳେ କିନ୍ତୁ ଗଲେ ମନ ଆଉ ମିଳେ ନାହିଁ ।: [18, 1080, 225, 1092]
capricorn-icon: ♑: [1139, 1026, 1195, 1076]
city-heading: ବାଲେଶ୍ୱର: [239, 292, 320, 312]
event-item: • ଜନସମ୍ପର୍କ ଶିବିର, ସ୍ଥାନ: ବ୍ଲକ କାର୍ଯ୍ୟାଳୟ, ସମୟ: ସକାଳ ୧୧ଟା ।: [944, 547, 1099, 575]
event-item: • ରକ୍ତଦାନ ଶିବିର, ସ୍ଥାନ: ଏସ୍‌ସିବି ମେଡିକାଲ କଲେଜ, ସମୟ: ସକାଳ ୯ଟା ।: [22, 333, 184, 361]
event-item: • ଚିତ୍ର ପ୍ରଦର୍ଶନୀ ଓ କର୍ମଶାଳା, ସ୍ଥାନ: କଳାବିକାଶ କେନ୍ଦ୍ର, ସମୟ: ଦିନ ୧୧ଟା ।: [22, 460, 184, 488]
event-item: • ଯୁବ ସମାବେଶ, ସ୍ଥାନ: କ୍ରୀଡ଼ାଙ୍ଗନ, ସମୟ: ଅପରାହ୍ନ ୩ଟା ।: [578, 348, 733, 376]
horoscope-row: [1136, 1172, 1466, 1260]
event-item: • ସଚେତନତା ଶିବିର, ସ୍ଥାନ: ବ୍ଲକ କାର୍ଯ୍ୟାଳୟ, ସମୟ: ସକାଳ ୧୧ଟା ।: [395, 224, 550, 252]
news-column-3: [622, 630, 783, 1165]
color-swatch: [734, 2319, 751, 2334]
horoscope-row: [1136, 820, 1466, 908]
event-item: • ସାଂସ୍କୃତିକ କାର୍ଯ୍ୟକ୍ରମ, ସ୍ଥାନ: ଟାଉନ ହଲ୍‌, ସମୟ: ସନ୍ଧ୍ୟା ୬ଟା ।: [22, 428, 184, 456]
swatch-group: [683, 2319, 751, 2334]
zodiac-name: ବିଛା: [1136, 827, 1198, 847]
event-item: • ପଲ୍ଲୀ ସଭା, ସ୍ଥାନ: ପଞ୍ଚାୟତ ଭବନ, ସମୟ: ଦିନ ୧୧ଟା ।: [761, 409, 916, 437]
event-item: • ମହିଳା ସଶକ୍ତିକରଣ କର୍ମଶାଳା, ସ୍ଥାନ: ବ୍ଲକ କାର୍ଯ୍ୟାଳୟ, ସମୟ: ସକାଳ ୧୦ଟା ।: [761, 166, 916, 208]
zodiac-badge: [1136, 915, 1198, 988]
publication-logo: [10, 10, 138, 94]
cartoon-title: ଢଗଢମାଳି: [86, 947, 192, 977]
news-paragraph: ବୟସ୍କ ଓ ଶିଶୁମାନଙ୍କୁ ଦିନ ୧୧ଟାରୁ ୩ଟା ମଧ୍ୟରେ ବାହାରକୁ ନ ଯିବାକୁ ପରାମର୍ଶ ଦିଆଯାଇଛି । ପର୍ଯ୍ୟାପ୍ତ ପରିମାଣରେ ପାଣି ପିଇବାକୁ କୁହାଯାଇଛି ।: [798, 751, 952, 818]
page-number: 9: [1423, 12, 1460, 56]
city-events-list: [566, 192, 733, 283]
color-swatch: [479, 2319, 496, 2334]
aries-icon: ♈: [1139, 234, 1195, 284]
color-swatch: [231, 2319, 248, 2334]
grid-line: [206, 1294, 207, 1712]
